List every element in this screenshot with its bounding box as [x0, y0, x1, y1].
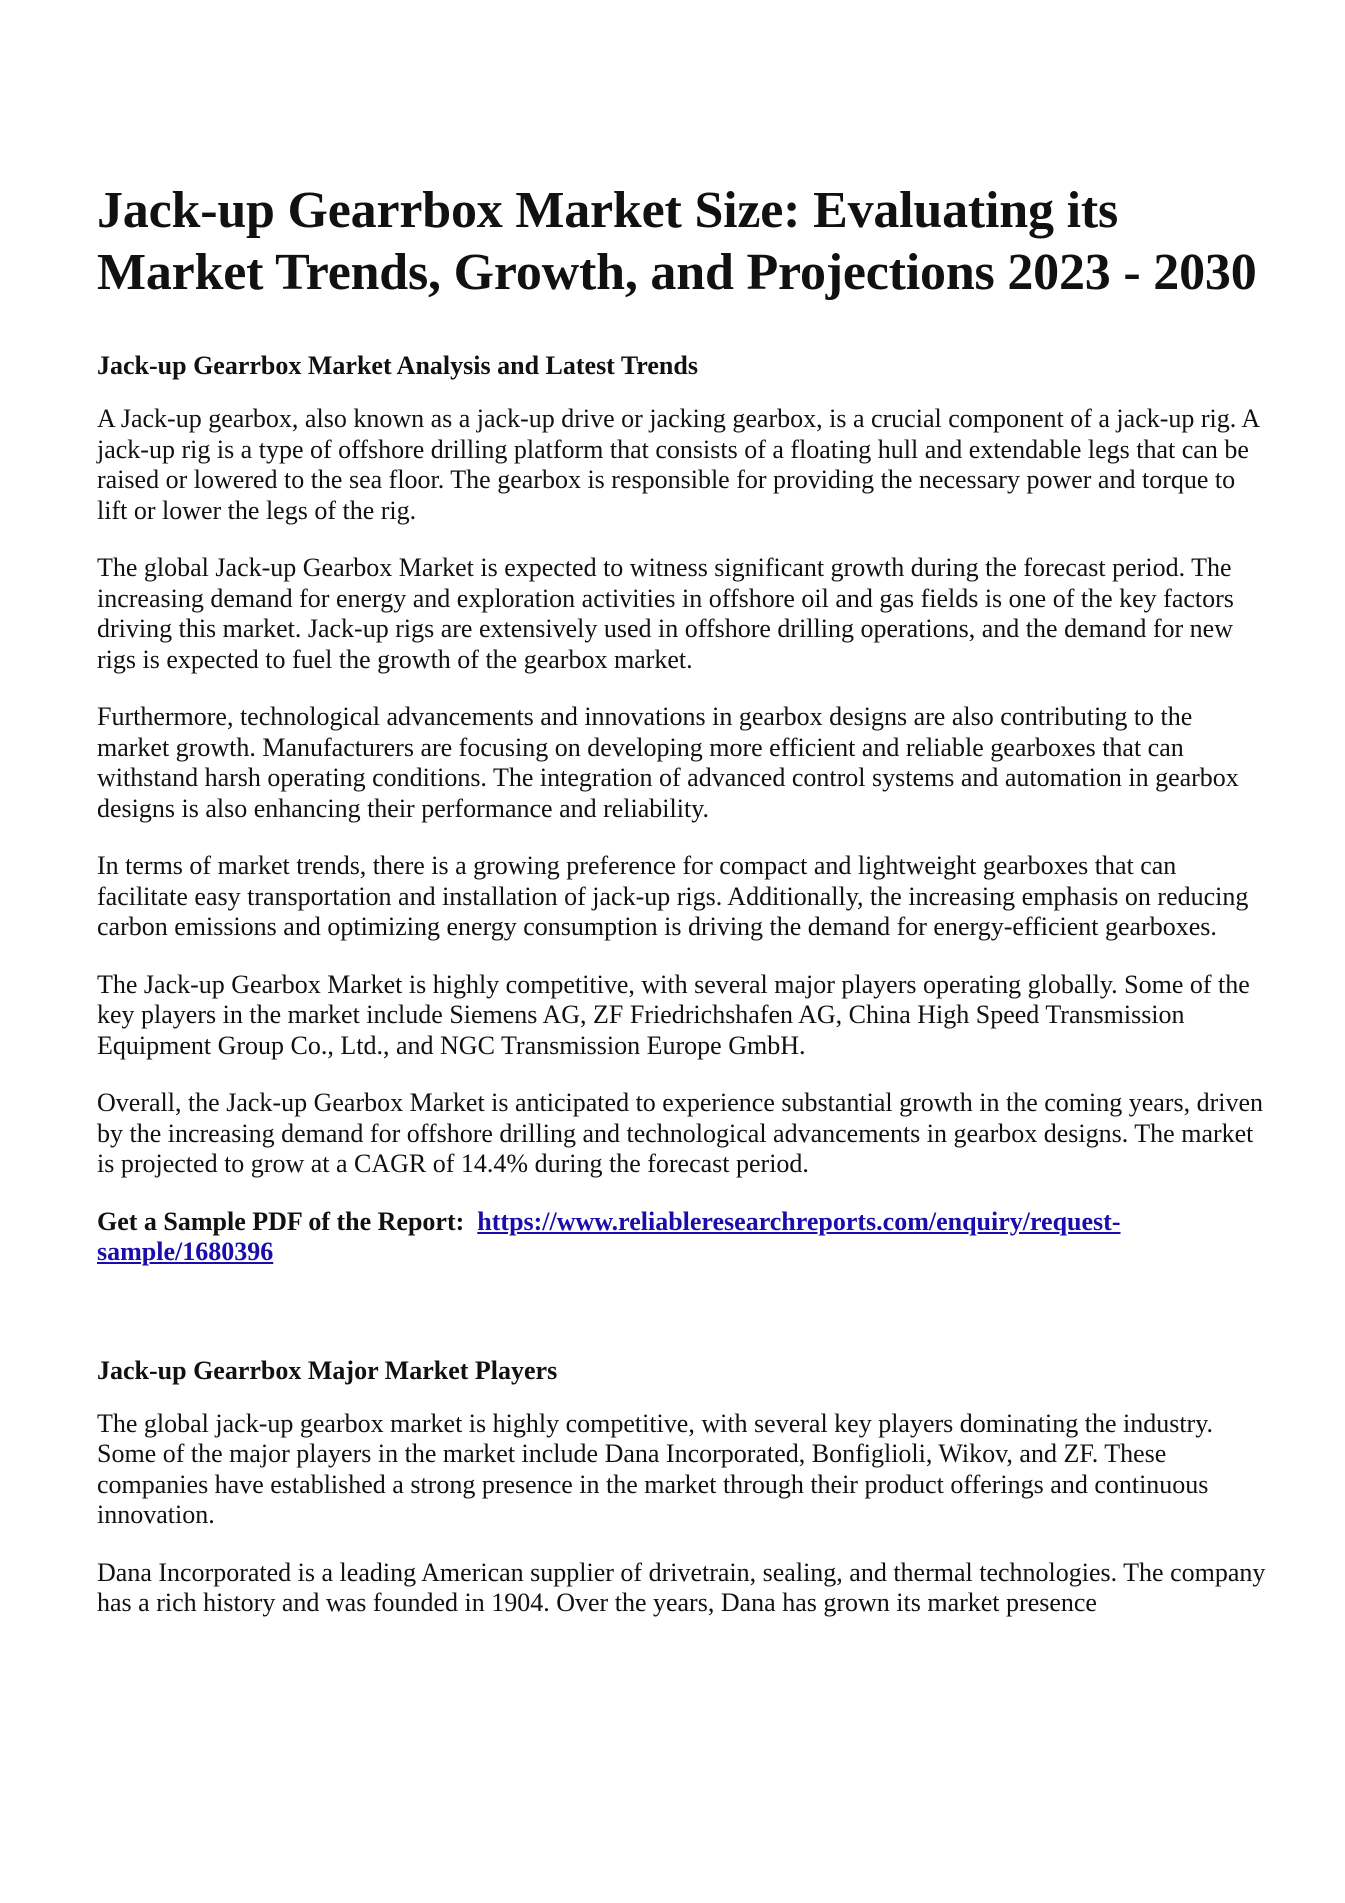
- paragraph: The global Jack-up Gearbox Market is expected to witness significant growth during the forecast period. The increasing demand for energy and exploration activities in offshore oil and gas fields is one of the key factors driving this market. Jack-up rigs are extensively used in offshore drilling operations, and the demand for new rigs is expected to fuel the growth of the gearbox market.: [97, 553, 1234, 674]
- sample-pdf-label: Get a Sample PDF of the Report:: [97, 1206, 465, 1236]
- document-page: [97, 180, 1267, 1619]
- sample-pdf-link[interactable]: https://www.reliableresearchreports.com/enquiry/request-sample/1680396: [97, 1206, 1121, 1266]
- document-title: Jack-up Gearrbox Market Size: Evaluating its Market Trends, Growth, and Projections 2023 - 2030: [97, 182, 1257, 301]
- paragraph: In terms of market trends, there is a growing preference for compact and lightweight gearboxes that can facilitate easy transportation and installation of jack-up rigs. Additionally, the increasing emphasis on reducing carbon emissions and optimizing energy consumption is driving the demand for energy-efficient gearboxes.: [97, 851, 1249, 941]
- paragraph: Furthermore, technological advancements and innovations in gearbox designs are also contributing to the market growth. Manufacturers are focusing on developing more efficient and reliable gearboxes that can withstand harsh operating conditions. The integration of advanced control systems and automation in gearbox designs is also enhancing their performance and reliability.: [97, 702, 1239, 823]
- paragraph: The Jack-up Gearbox Market is highly competitive, with several major players operating globally. Some of the key players in the market include Siemens AG, ZF Friedrichshafen AG, China High Speed Transmission Equipment Group Co., Ltd., and NGC Transmission Europe GmbH.: [97, 969, 1250, 1060]
- section-heading-players: Jack-up Gearrbox Major Market Players: [97, 1355, 558, 1385]
- section-heading-analysis: Jack-up Gearrbox Market Analysis and Latest Trends: [97, 351, 698, 380]
- sample-pdf-line: [97, 1207, 1267, 1268]
- paragraph: Dana Incorporated is a leading American supplier of drivetrain, sealing, and thermal technologies. The company has a rich history and was founded in 1904. Over the years, Dana has grown its market presence: [97, 1557, 1266, 1617]
- paragraph: The global jack-up gearbox market is highly competitive, with several key players dominating the industry. Some of the major players in the market include Dana Incorporated, Bonfiglioli, Wikov, and ZF. These companies have established a strong presence in the market through their product offerings and continuous innovation.: [97, 1408, 1214, 1529]
- paragraph: A Jack-up gearbox, also known as a jack-up drive or jacking gearbox, is a crucial component of a jack-up rig. A jack-up rig is a type of offshore drilling platform that consists of a floating hull and extendable legs that can be raised or lowered to the sea floor. The gearbox is responsible for providing the necessary power and torque to lift or lower the legs of the rig.: [97, 404, 1259, 525]
- paragraph: Overall, the Jack-up Gearbox Market is anticipated to experience substantial growth in the coming years, driven by the increasing demand for offshore drilling and technological advancements in gearbox designs. The market is projected to grow at a CAGR of 14.4% during the forecast period.: [97, 1088, 1264, 1178]
